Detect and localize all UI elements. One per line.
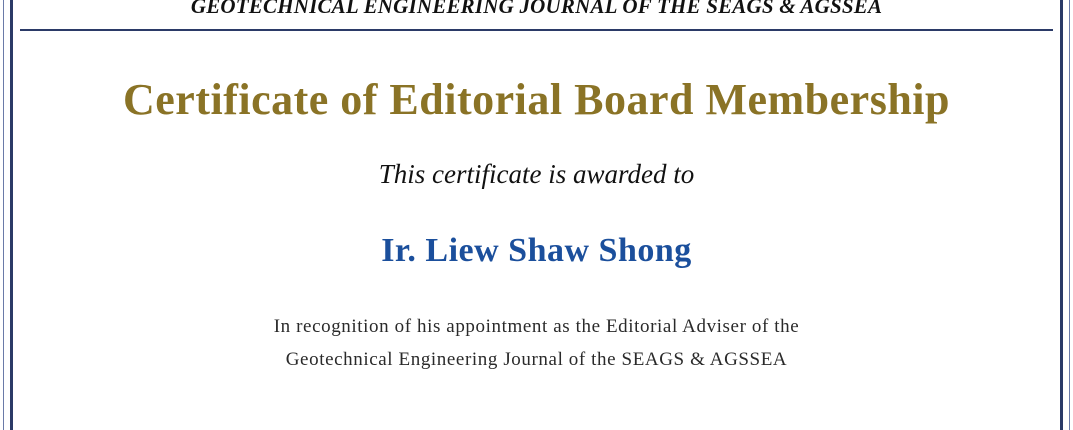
recipient-name: Ir. Liew Shaw Shong: [381, 232, 692, 270]
recognition-line-1: In recognition of his appointment as the Editorial Adviser of the: [273, 316, 800, 338]
awarded-to-label: This certificate is awarded to: [378, 159, 695, 190]
border-inner-right: [1060, 0, 1063, 430]
border-outer-left: [3, 0, 4, 430]
recognition-line-2: Geotechnical Engineering Journal of the SEAGS & AGSSEA: [285, 349, 788, 371]
journal-header: GEOTECHNICAL ENGINEERING JOURNAL OF THE SEAGS & AGSSEA: [190, 0, 883, 18]
border-inner-left: [10, 0, 13, 430]
recognition-text: [20, 310, 1053, 377]
header-divider: [20, 29, 1053, 31]
certificate-title: Certificate of Editorial Board Membership: [122, 75, 950, 124]
border-outer-right: [1069, 0, 1070, 430]
certificate-content: [20, 0, 1053, 377]
